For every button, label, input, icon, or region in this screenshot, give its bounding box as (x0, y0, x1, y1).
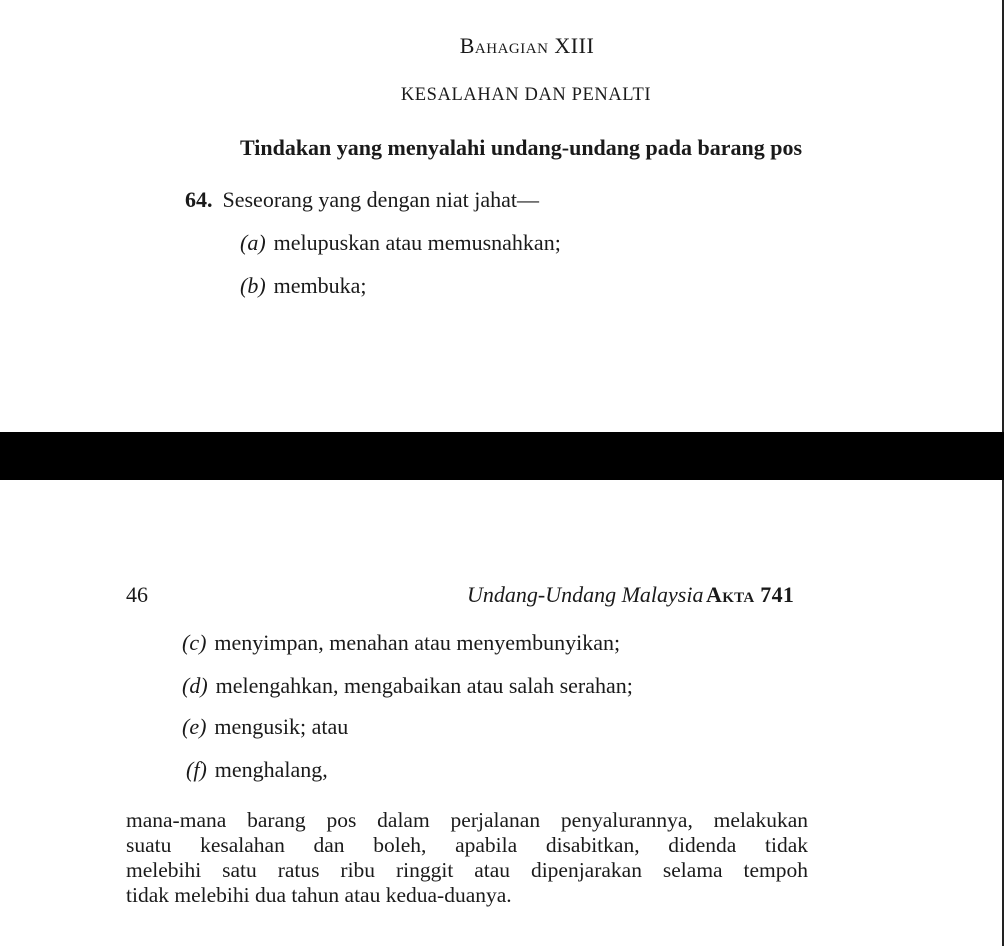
item-label: (e) (182, 714, 207, 739)
section-heading: Tindakan yang menyalahi undang-undang pada barang pos (239, 135, 803, 160)
list-item (186, 757, 328, 783)
act-label (706, 582, 794, 608)
list-item (182, 630, 620, 656)
page-number: 46 (126, 582, 148, 607)
list-item (240, 273, 367, 299)
item-label: (a) (240, 230, 266, 255)
item-label: (d) (182, 673, 208, 698)
page-separator-bar (0, 432, 1004, 480)
list-item (240, 230, 561, 256)
act-number: 741 (760, 582, 795, 607)
item-text: menghalang, (214, 757, 328, 782)
closing-line: tidak melebihi dua tahun atau kedua-duanya. (126, 883, 512, 907)
list-item (182, 714, 348, 740)
closing-line: melebihi satu ratus ribu ringgit atau dipenjarakan selama tempoh (126, 858, 808, 882)
act-word: Akta (706, 582, 755, 607)
part-title: Bahagian XIII (459, 33, 595, 58)
item-label: (c) (182, 630, 207, 655)
closing-line: mana-mana barang pos dalam perjalanan penyalurannya, melakukan (126, 808, 808, 832)
running-header-title: Undang-Undang Malaysia (467, 582, 704, 607)
item-text: membuka; (273, 273, 367, 298)
closing-line: suatu kesalahan dan boleh, apabila disabitkan, didenda tidak (126, 833, 808, 857)
item-text: melengahkan, mengabaikan atau salah serahan; (215, 673, 633, 698)
section-intro-text: Seseorang yang dengan niat jahat— (222, 187, 539, 212)
item-text: menyimpan, menahan atau menyembunyikan; (214, 630, 621, 655)
part-subtitle: KESALAHAN DAN PENALTI (400, 85, 652, 105)
section-number: 64. (185, 187, 213, 212)
item-label: (f) (186, 757, 207, 782)
item-label: (b) (240, 273, 266, 298)
section-intro-line (185, 187, 539, 213)
document-page-top (0, 0, 1004, 432)
list-item (182, 673, 633, 699)
item-text: mengusik; atau (214, 714, 349, 739)
item-text: melupuskan atau memusnahkan; (273, 230, 561, 255)
closing-paragraph (126, 808, 808, 908)
